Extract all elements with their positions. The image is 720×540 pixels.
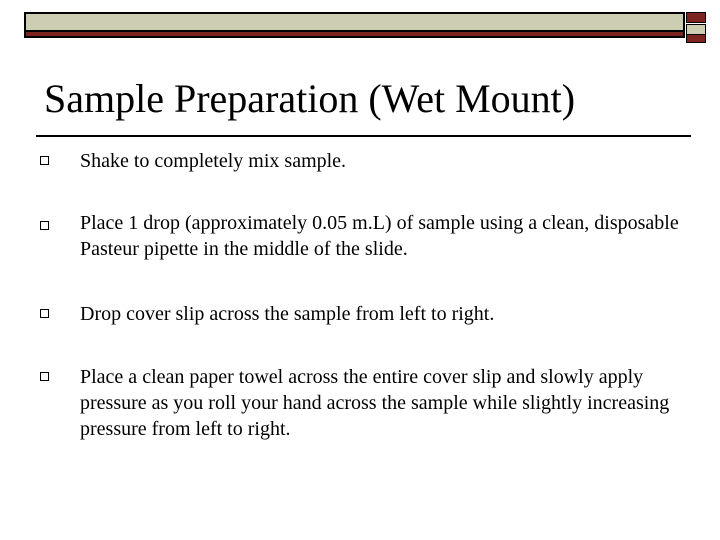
bullet-text: Drop cover slip across the sample from left to right. <box>80 303 495 325</box>
slide-title: Sample Preparation (Wet Mount) <box>44 76 576 121</box>
bullet-text: Place a clean paper towel across the entire cover slip and slowly apply pressure as you roll your hand across the sample while slightly increasing pressure from left to right. <box>80 366 670 440</box>
square-bullet-icon <box>40 372 49 381</box>
corner-decoration-box <box>686 34 706 43</box>
title-divider <box>36 135 691 137</box>
square-bullet-icon <box>40 156 49 165</box>
header-decoration-band <box>24 12 685 38</box>
header-decoration-band-light <box>26 14 683 32</box>
bullet-text: Place 1 drop (approximately 0.05 m.L) of sample using a clean, disposable Pasteur pipette in the middle of the slide. <box>80 212 679 260</box>
corner-decoration-box <box>686 12 706 23</box>
square-bullet-icon <box>40 309 49 318</box>
square-bullet-icon <box>40 221 49 230</box>
bullet-text: Shake to completely mix sample. <box>80 150 347 172</box>
